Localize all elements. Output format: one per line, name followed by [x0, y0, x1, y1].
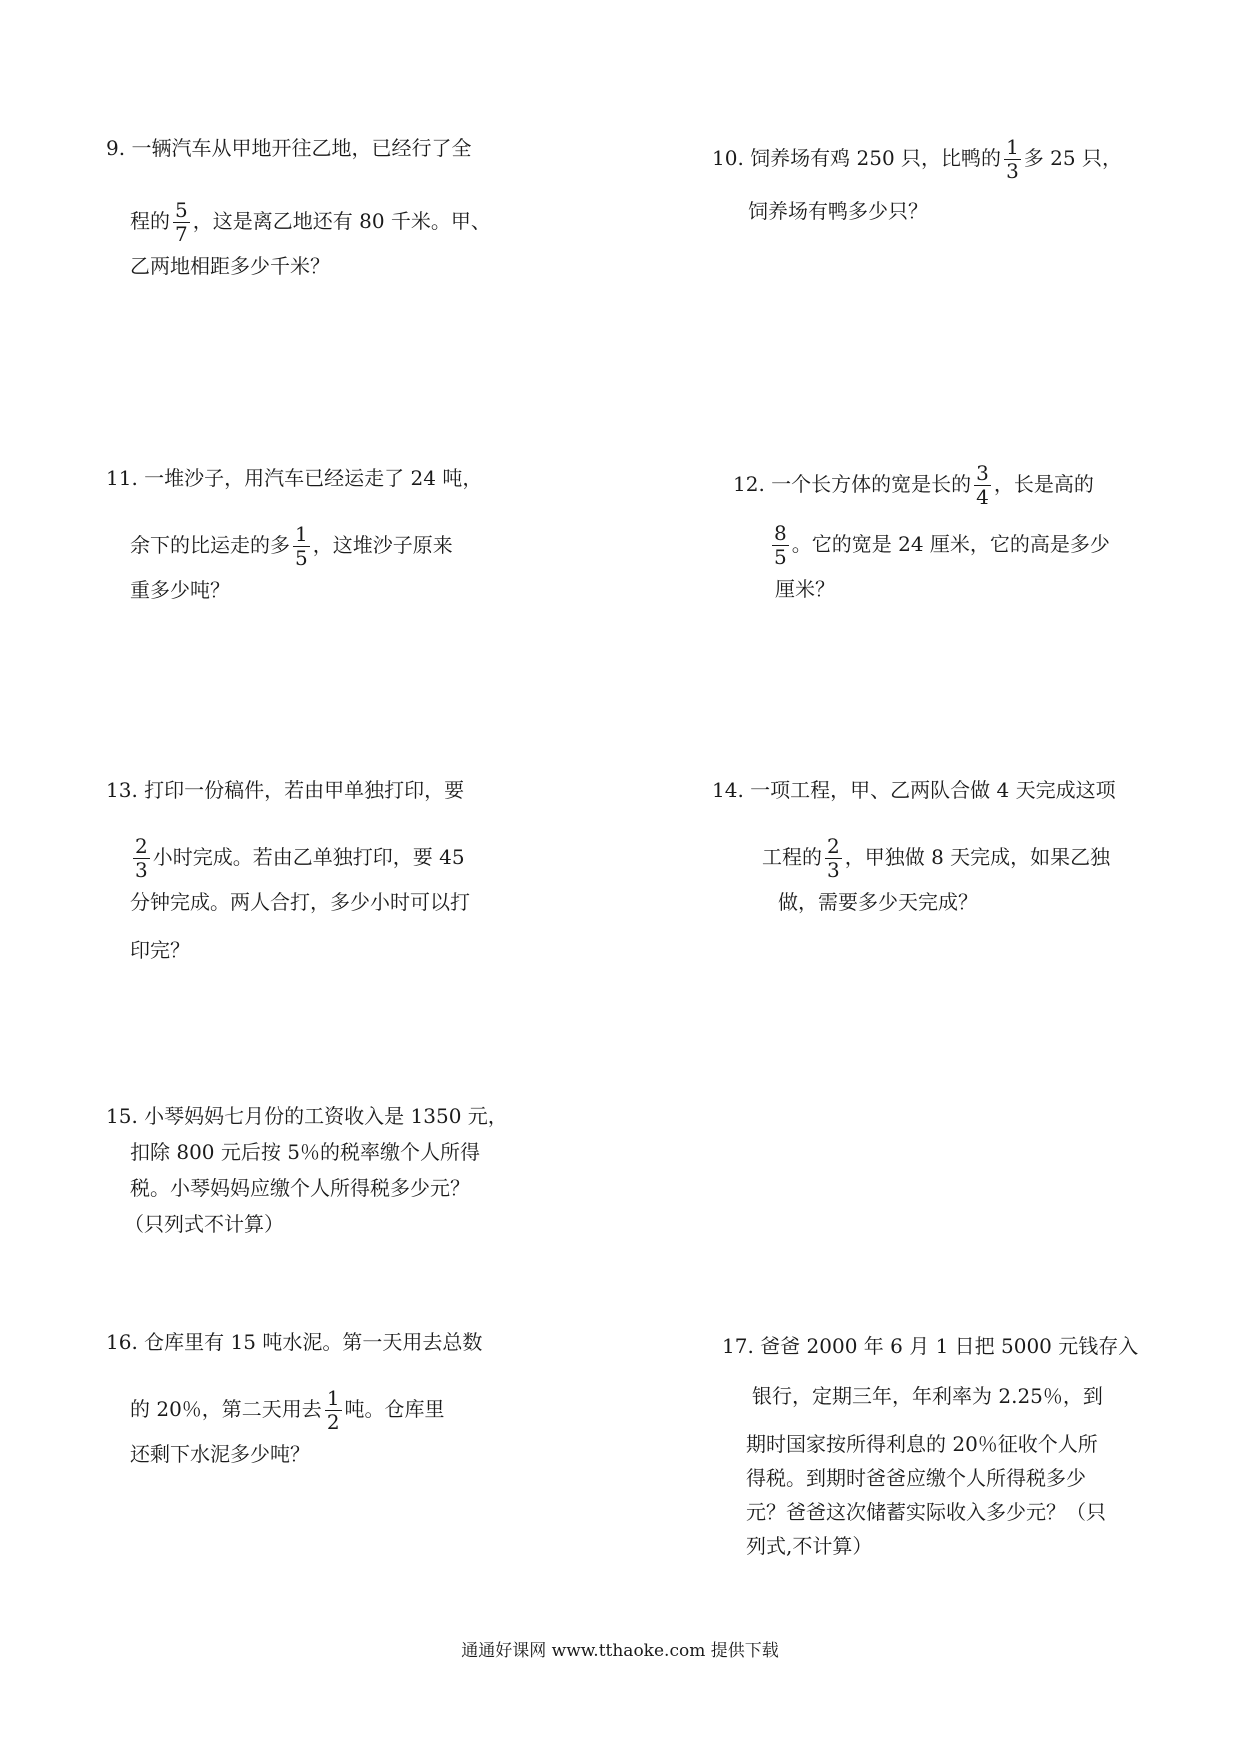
problem-11-line-1: 11. 一堆沙子，用汽车已经运走了 24 吨，	[106, 466, 483, 490]
problem-10-text: 多 25 只，	[1023, 146, 1122, 170]
problem-12-text: 。它的宽是 24 厘米，它的高是多少	[791, 532, 1110, 556]
problem-12-line-2	[769, 521, 1110, 569]
fraction-denominator: 5	[295, 546, 308, 570]
problem-13-line-4: 印完？	[130, 938, 190, 962]
problem-10-line-1	[712, 135, 1122, 183]
problem-9-text: 程的	[130, 209, 170, 233]
problem-9-text: ，这是离乙地还有 80 千米。甲、	[192, 209, 491, 233]
problem-14-text: ，甲独做 8 天完成，如果乙独	[844, 845, 1111, 869]
fraction-denominator: 5	[774, 545, 787, 569]
problem-17-line-5: 元？爸爸这次储蓄实际收入多少元？（只	[746, 1500, 1106, 1524]
problem-9-line-1: 9. 一辆汽车从甲地开往乙地，已经行了全	[106, 136, 472, 160]
problem-15-line-4: （只列式不计算）	[124, 1212, 284, 1236]
problem-14-line-2	[762, 834, 1111, 882]
problem-11-line-3: 重多少吨？	[130, 578, 230, 602]
fraction-denominator: 7	[175, 222, 188, 246]
fraction	[1004, 136, 1021, 183]
problem-15-line-3: 税。小琴妈妈应缴个人所得税多少元？	[130, 1176, 470, 1200]
fraction-numerator: 3	[976, 461, 989, 485]
problem-16-line-1: 16. 仓库里有 15 吨水泥。第一天用去总数	[106, 1330, 483, 1354]
problem-13-text: 小时完成。若由乙单独打印，要 45	[152, 845, 465, 869]
problem-14-line-3: 做，需要多少天完成？	[778, 890, 978, 914]
problem-11-text: 余下的比运走的多	[130, 533, 290, 557]
fraction	[772, 522, 789, 569]
problem-16-line-2	[130, 1386, 445, 1434]
problem-17-line-4: 得税。到期时爸爸应缴个人所得税多少	[746, 1466, 1086, 1490]
problem-14-text: 工程的	[762, 845, 822, 869]
problem-11-line-2	[130, 522, 453, 570]
fraction	[325, 1387, 342, 1434]
problem-17-line-3: 期时国家按所得利息的 20％征收个人所	[746, 1432, 1098, 1456]
problem-14-line-1: 14. 一项工程，甲、乙两队合做 4 天完成这项	[712, 778, 1116, 802]
problem-9-line-2	[130, 198, 491, 246]
problem-11-text: ，这堆沙子原来	[312, 533, 453, 557]
fraction	[825, 835, 842, 882]
fraction-numerator: 2	[135, 834, 148, 858]
problem-17-line-1: 17. 爸爸 2000 年 6 月 1 日把 5000 元钱存入	[722, 1334, 1139, 1358]
problem-15-line-2: 扣除 800 元后按 5％的税率缴个人所得	[130, 1140, 480, 1164]
fraction-denominator: 3	[1006, 159, 1019, 183]
page-footer: 通通好课网 www.tthaoke.com 提供下载	[461, 1641, 779, 1661]
problem-12-line-3: 厘米？	[775, 577, 835, 601]
problem-13-line-1: 13. 打印一份稿件，若由甲单独打印，要	[106, 778, 465, 802]
problem-10-line-2: 饲养场有鸭多少只？	[748, 199, 928, 223]
problem-13-line-3: 分钟完成。两人合打，多少小时可以打	[130, 890, 470, 914]
problem-10-text: 10. 饲养场有鸡 250 只，比鸭的	[712, 146, 1002, 170]
problem-17-line-6: 列式,不计算）	[746, 1534, 873, 1558]
problem-12-text: 12. 一个长方体的宽是长的	[733, 472, 972, 496]
problem-16-text: 吨。仓库里	[344, 1397, 445, 1421]
fraction-numerator: 5	[175, 198, 188, 222]
fraction	[133, 835, 150, 882]
fraction-denominator: 2	[326, 1410, 340, 1434]
fraction	[293, 523, 310, 570]
problem-12-line-1	[733, 461, 1094, 509]
problem-16-line-3: 还剩下水泥多少吨？	[130, 1442, 310, 1466]
problem-12-text: ，长是高的	[993, 472, 1094, 496]
fraction-numerator: 8	[774, 521, 787, 545]
problem-9-line-3: 乙两地相距多少千米？	[130, 254, 330, 278]
problem-17-line-2: 银行，定期三年，年利率为 2.25％，到	[752, 1384, 1103, 1408]
problem-16-text: 的 20％，第二天用去	[130, 1397, 322, 1421]
fraction-numerator: 1	[1006, 135, 1019, 159]
problem-15-line-1: 15. 小琴妈妈七月份的工资收入是 1350 元，	[106, 1104, 508, 1128]
fraction-numerator: 2	[827, 834, 840, 858]
fraction-numerator: 1	[295, 522, 308, 546]
fraction-denominator: 4	[976, 485, 989, 509]
fraction-denominator: 3	[135, 858, 148, 882]
fraction	[974, 462, 991, 509]
problem-13-line-2	[130, 834, 465, 882]
fraction-denominator: 3	[827, 858, 840, 882]
fraction-numerator: 1	[326, 1386, 340, 1410]
fraction	[173, 199, 190, 246]
